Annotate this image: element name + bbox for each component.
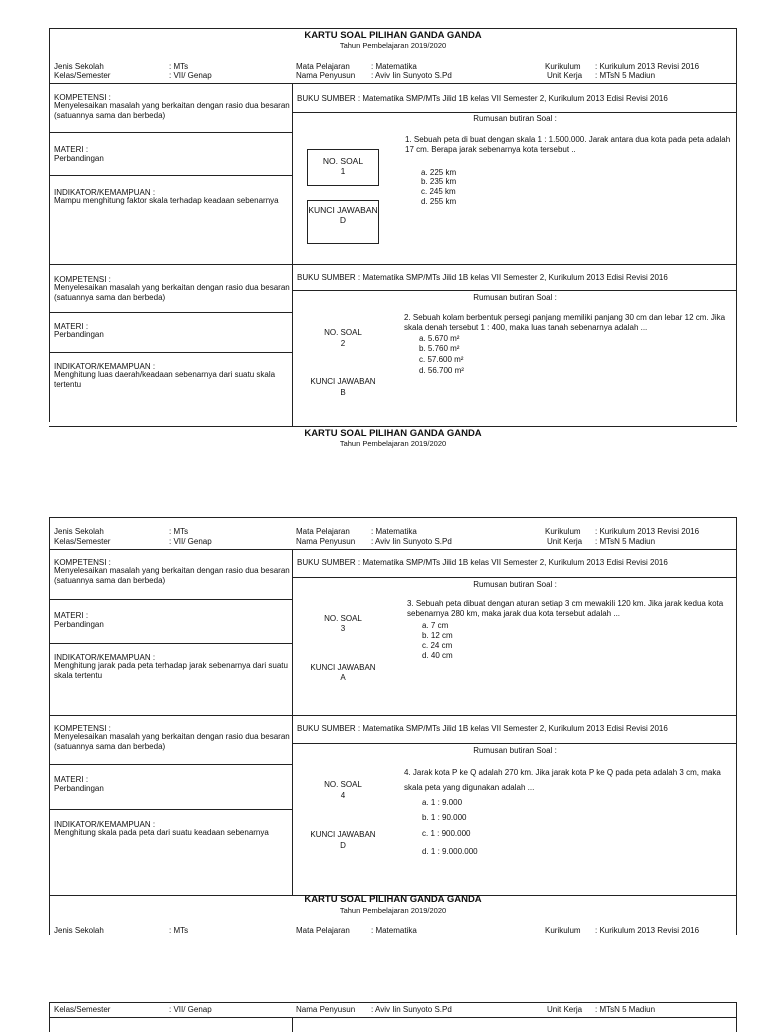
option-a: a. 1 : 9.000 xyxy=(422,798,463,807)
penyusun-value: : Aviv Iin Sunyoto S.Pd xyxy=(371,71,452,80)
card-year: Tahun Pembelajaran 2019/2020 xyxy=(339,439,447,448)
card-year: Tahun Pembelajaran 2019/2020 xyxy=(339,41,447,50)
divider xyxy=(292,112,737,113)
no-soal-value: 2 xyxy=(340,339,346,348)
kompetensi-text: Menyelesaikan masalah yang berkaitan dengan rasio dua besaran (satuannya sama dan berbeda) xyxy=(54,566,290,585)
buku-sumber: BUKU SUMBER : Matematika SMP/MTs Jilid 1B kelas VII Semester 2, Kurikulum 2013 Edisi Revisi 2016 xyxy=(297,724,668,733)
materi-text: Perbandingan xyxy=(54,784,104,793)
col-divider xyxy=(292,83,293,264)
materi-text: Perbandingan xyxy=(54,154,104,163)
divider xyxy=(49,549,737,550)
kunci-label: KUNCI JAWABAN xyxy=(310,663,376,672)
card-title: KARTU SOAL PILIHAN GANDA GANDA xyxy=(304,894,482,905)
kompetensi-label: KOMPETENSI : xyxy=(54,93,111,102)
materi-label: MATERI : xyxy=(54,775,89,784)
kelas-value: : VII/ Genap xyxy=(169,71,212,80)
unit-value: : MTsN 5 Madiun xyxy=(595,1005,656,1014)
penyusun-label: Nama Penyusun xyxy=(296,1005,356,1014)
kelas-value: : VII/ Genap xyxy=(169,537,212,546)
divider xyxy=(292,290,737,291)
col-divider xyxy=(292,549,293,715)
kurikulum-label: Kurikulum xyxy=(545,926,581,935)
divider xyxy=(49,312,293,313)
no-soal-label: NO. SOAL xyxy=(322,156,364,166)
divider xyxy=(49,175,293,176)
indikator-text: Menghitung jarak pada peta terhadap jarak sebenarnya dari suatu skala tertentu xyxy=(54,661,288,680)
no-soal-label: NO. SOAL xyxy=(324,614,362,623)
materi-text: Perbandingan xyxy=(54,330,104,339)
kurikulum-value: : Kurikulum 2013 Revisi 2016 xyxy=(595,62,700,71)
jenis-label: Jenis Sekolah xyxy=(54,527,104,536)
option-d: d. 1 : 9.000.000 xyxy=(422,847,478,856)
buku-sumber: BUKU SUMBER : Matematika SMP/MTs Jilid 1B kelas VII Semester 2, Kurikulum 2013 Edisi Revisi 2016 xyxy=(297,273,668,282)
page-1 xyxy=(49,28,737,448)
kurikulum-value: : Kurikulum 2013 Revisi 2016 xyxy=(595,926,700,935)
penyusun-label: Nama Penyusun xyxy=(296,537,356,546)
option-a: a. 7 cm xyxy=(422,621,449,630)
option-d: d. 255 km xyxy=(421,197,457,206)
kunci-label: KUNCI JAWABAN xyxy=(310,377,376,386)
divider xyxy=(292,577,737,578)
question-text: 2. Sebuah kolam berbentuk persegi panjang memiliki panjang 30 cm dan lebar 12 cm. Jika skala denah tersebut 1 : 400, maka luas tanah sebenarnya adalah ... xyxy=(404,313,726,332)
kompetensi-label: KOMPETENSI : xyxy=(54,724,111,733)
border-right xyxy=(736,28,737,422)
indikator-label: INDIKATOR/KEMAMPUAN : xyxy=(54,188,156,197)
kunci-label: KUNCI JAWABAN xyxy=(310,830,376,839)
mapel-label: Mata Pelajaran xyxy=(296,926,350,935)
penyusun-label: Nama Penyusun xyxy=(296,71,356,80)
kompetensi-text: Menyelesaikan masalah yang berkaitan dengan rasio dua besaran (satuannya sama dan berbeda) xyxy=(54,101,290,120)
penyusun-value: : Aviv Iin Sunyoto S.Pd xyxy=(371,1005,452,1014)
no-soal-value: 4 xyxy=(340,791,346,800)
divider xyxy=(49,715,737,716)
divider xyxy=(49,764,293,765)
kunci-label: KUNCI JAWABAN xyxy=(308,205,378,215)
border-left xyxy=(49,28,50,422)
divider xyxy=(49,264,737,265)
materi-label: MATERI : xyxy=(54,611,89,620)
jenis-value: : MTs xyxy=(169,926,189,935)
mapel-value: : Matematika xyxy=(371,62,417,71)
materi-label: MATERI : xyxy=(54,145,89,154)
divider xyxy=(49,809,293,810)
border-top xyxy=(49,1002,737,1003)
unit-value: : MTsN 5 Madiun xyxy=(595,537,656,546)
option-d: d. 40 cm xyxy=(422,651,453,660)
indikator-label: INDIKATOR/KEMAMPUAN : xyxy=(54,653,156,662)
card-title: KARTU SOAL PILIHAN GANDA GANDA xyxy=(304,30,482,41)
jenis-value: : MTs xyxy=(169,527,189,536)
kelas-label: Kelas/Semester xyxy=(54,1005,111,1014)
kunci-value: D xyxy=(339,215,347,226)
jenis-label: Jenis Sekolah xyxy=(54,62,104,71)
divider xyxy=(49,352,293,353)
page-3 xyxy=(49,1002,737,1032)
option-b: b. 1 : 90.000 xyxy=(422,813,467,822)
divider xyxy=(49,83,737,84)
border-top xyxy=(49,28,737,29)
mapel-label: Mata Pelajaran xyxy=(296,527,350,536)
kunci-value: A xyxy=(340,673,346,682)
materi-text: Perbandingan xyxy=(54,620,104,629)
kompetensi-text: Menyelesaikan masalah yang berkaitan dengan rasio dua besaran (satuannya sama dan berbeda) xyxy=(54,732,290,751)
jenis-value: : MTs xyxy=(169,62,189,71)
card-title: KARTU SOAL PILIHAN GANDA GANDA xyxy=(304,428,482,439)
col-divider xyxy=(292,1017,293,1032)
kunci-value: B xyxy=(340,388,346,397)
option-c: c. 24 cm xyxy=(422,641,453,650)
rumusan-label: Rumusan butiran Soal : xyxy=(473,580,557,589)
option-c: c. 1 : 900.000 xyxy=(422,829,471,838)
jenis-label: Jenis Sekolah xyxy=(54,926,104,935)
kompetensi-label: KOMPETENSI : xyxy=(54,558,111,567)
kurikulum-value: : Kurikulum 2013 Revisi 2016 xyxy=(595,527,700,536)
unit-label: Unit Kerja xyxy=(547,1005,583,1014)
unit-value: : MTsN 5 Madiun xyxy=(595,71,656,80)
card-year: Tahun Pembelajaran 2019/2020 xyxy=(339,906,447,915)
kurikulum-label: Kurikulum xyxy=(545,527,581,536)
option-a: a. 225 km xyxy=(421,168,457,177)
option-b: b. 5.760 m² xyxy=(419,344,460,353)
option-c: c. 245 km xyxy=(421,187,456,196)
indikator-label: INDIKATOR/KEMAMPUAN : xyxy=(54,362,156,371)
mapel-value: : Matematika xyxy=(371,926,417,935)
option-d: d. 56.700 m² xyxy=(419,366,464,375)
divider xyxy=(292,743,737,744)
rumusan-label: Rumusan butiran Soal : xyxy=(473,746,557,755)
buku-sumber: BUKU SUMBER : Matematika SMP/MTs Jilid 1B kelas VII Semester 2, Kurikulum 2013 Edisi Revisi 2016 xyxy=(297,558,668,567)
rumusan-label: Rumusan butiran Soal : xyxy=(473,293,557,302)
no-soal-value: 3 xyxy=(340,624,346,633)
no-soal-label: NO. SOAL xyxy=(324,780,362,789)
penyusun-value: : Aviv Iin Sunyoto S.Pd xyxy=(371,537,452,546)
kompetensi-text: Menyelesaikan masalah yang berkaitan dengan rasio dua besaran (satuannya sama dan berbeda) xyxy=(54,283,290,302)
question-text: 1. Sebuah peta di buat dengan skala 1 : 1.500.000. Jarak antara dua kota pada peta adalah 17 cm. Berapa jarak sebenarnya kota tersebut .. xyxy=(405,135,731,154)
col-divider xyxy=(292,715,293,895)
kompetensi-label: KOMPETENSI : xyxy=(54,275,111,284)
border-left xyxy=(49,517,50,935)
divider xyxy=(49,643,293,644)
indikator-text: Menghitung skala pada peta dari suatu keadaan sebenarnya xyxy=(54,828,269,837)
no-soal-value: 1 xyxy=(340,166,346,177)
border-top xyxy=(49,517,737,518)
indikator-text: Menghitung luas daerah/keadaan sebenarnya dari suatu skala tertentu xyxy=(54,370,276,389)
question-text: 4. Jarak kota P ke Q adalah 270 km. Jika jarak kota P ke Q pada peta adalah 3 cm, maka skala peta yang digunakan adalah ... xyxy=(404,768,721,793)
page-2 xyxy=(49,517,737,935)
kunci-box xyxy=(307,200,379,244)
col-divider xyxy=(292,264,293,426)
indikator-text: Mampu menghitung faktor skala terhadap keadaan sebenarnya xyxy=(54,196,279,205)
rumusan-label: Rumusan butiran Soal : xyxy=(473,114,557,123)
no-soal-box xyxy=(307,149,379,186)
kelas-label: Kelas/Semester xyxy=(54,71,111,80)
no-soal-label: NO. SOAL xyxy=(324,328,362,337)
option-b: b. 235 km xyxy=(421,177,457,186)
unit-label: Unit Kerja xyxy=(547,537,583,546)
kelas-value: : VII/ Genap xyxy=(169,1005,212,1014)
question-text: 3. Sebuah peta dibuat dengan aturan setiap 3 cm mewakili 120 km. Jika jarak kedua kota sebenarnya 280 km, maka jarak dua kota tersebut adalah ... xyxy=(407,599,724,618)
kelas-label: Kelas/Semester xyxy=(54,537,111,546)
divider xyxy=(49,599,293,600)
divider xyxy=(49,426,737,427)
mapel-label: Mata Pelajaran xyxy=(296,62,350,71)
option-b: b. 12 cm xyxy=(422,631,453,640)
option-c: c. 57.600 m² xyxy=(419,355,464,364)
materi-label: MATERI : xyxy=(54,322,89,331)
unit-label: Unit Kerja xyxy=(547,71,583,80)
indikator-label: INDIKATOR/KEMAMPUAN : xyxy=(54,820,156,829)
option-a: a. 5.670 m² xyxy=(419,334,460,343)
divider xyxy=(49,1017,737,1018)
kurikulum-label: Kurikulum xyxy=(545,62,581,71)
mapel-value: : Matematika xyxy=(371,527,417,536)
kunci-value: D xyxy=(340,841,346,850)
buku-sumber: BUKU SUMBER : Matematika SMP/MTs Jilid 1B kelas VII Semester 2, Kurikulum 2013 Edisi Revisi 2016 xyxy=(297,94,668,103)
divider xyxy=(49,132,293,133)
